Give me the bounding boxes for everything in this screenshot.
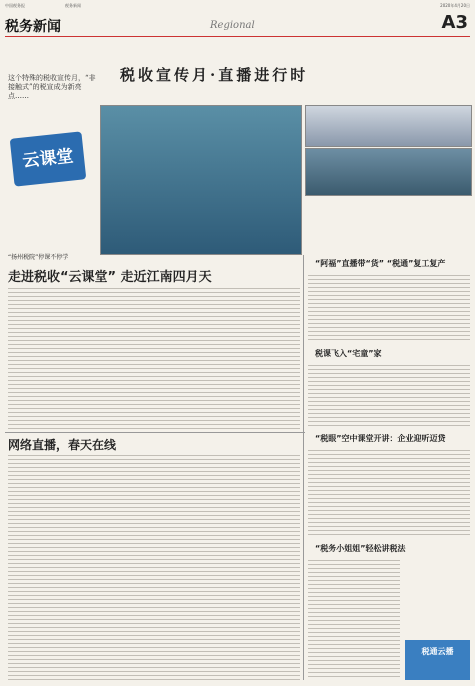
right-title-1: “阿福”直播带“货” “税通”复工复产	[315, 259, 446, 268]
intro-text: 这个特殊的税收宣传月，“非接触式”的税宣成为新亮点……	[8, 74, 96, 100]
page-number: A3	[441, 12, 468, 33]
region-label: Regional	[210, 20, 255, 31]
story2-title: 网络直播，春天在线	[8, 438, 117, 452]
photo-broadcast	[100, 105, 302, 255]
right-title-4: “税务小姐姐”轻松讲税法	[315, 544, 406, 553]
right-title-3: “税眼”空中课堂开讲：企业迎听迈贷	[315, 434, 446, 443]
column-divider	[303, 255, 304, 680]
photo-livestream	[305, 148, 472, 196]
top-bar	[5, 2, 470, 9]
story1-title: 走进税收“云课堂” 走近江南四月天	[8, 270, 212, 285]
cloud-classroom-sign: 云课堂	[10, 131, 87, 186]
right-title-2: 税课飞入“宅童”家	[315, 349, 382, 358]
divider	[5, 432, 305, 433]
section-title: 税务新闻	[5, 19, 61, 35]
issue-date: 2020年4月20日	[440, 3, 470, 8]
story1-kicker: “扬州税院”停课不停学	[8, 254, 69, 261]
paper-name: 中国税务报	[5, 3, 25, 8]
section-name: 税务新闻	[65, 3, 81, 8]
story1-body	[8, 285, 300, 430]
story2-body	[8, 452, 300, 680]
right-body-1	[308, 272, 470, 342]
ad-banner[interactable]: 税通云播	[405, 640, 470, 680]
photo-video-call	[305, 105, 472, 147]
right-body-4	[308, 557, 400, 680]
right-body-2	[308, 362, 470, 427]
main-headline: 税收宣传月·直播进行时	[120, 66, 309, 84]
right-body-3	[308, 447, 470, 537]
masthead	[5, 10, 470, 37]
